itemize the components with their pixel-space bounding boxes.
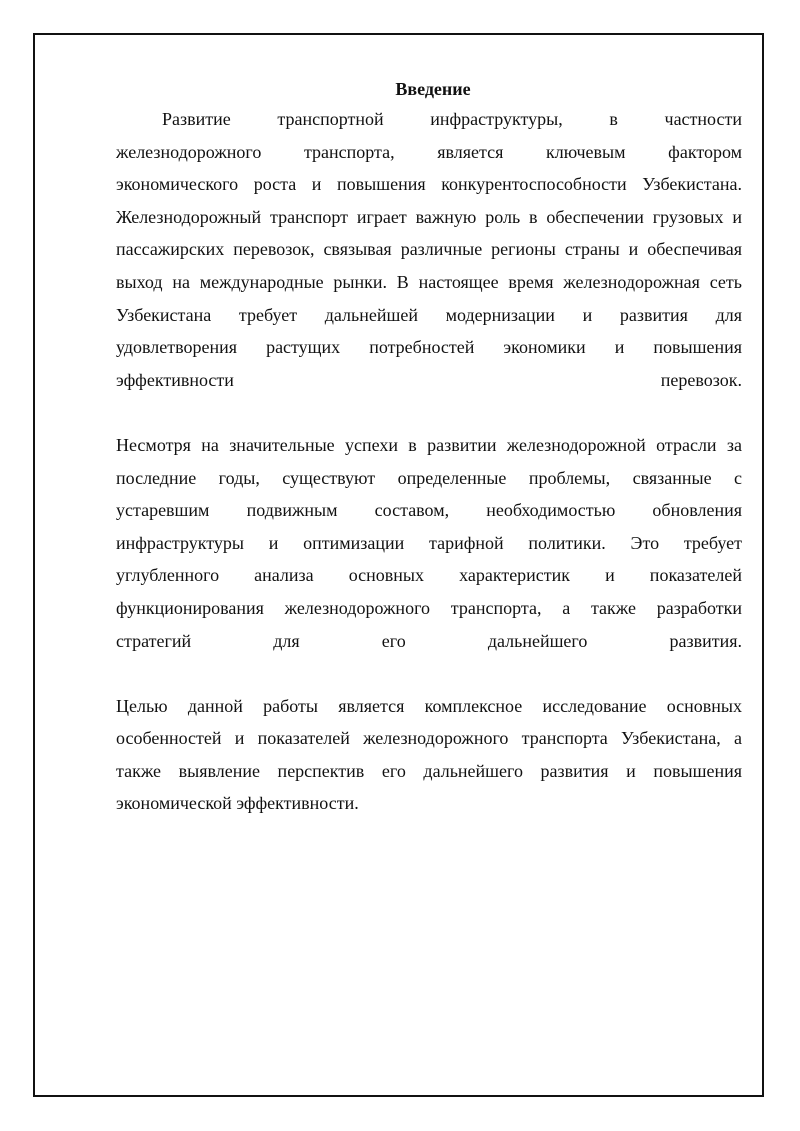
text-line: Железнодорожный транспорт играет важную роль в обеспечении грузовых и: [116, 206, 742, 227]
text-line: устаревшим подвижным составом, необходимостью обновления: [116, 500, 742, 521]
text-line: функционирования железнодорожного транспорта, а также разработки: [116, 597, 742, 618]
text-line: инфраструктуры и оптимизации тарифной политики. Это требует: [116, 532, 742, 553]
paragraph-problems: [116, 429, 742, 657]
text-line: экономического роста и повышения конкурентоспособности Узбекистана.: [116, 174, 742, 195]
text-line: пассажирских перевозок, связывая различные регионы страны и обеспечивая: [116, 239, 742, 260]
paragraph-goal: [116, 690, 742, 820]
text-line: Развитие транспортной инфраструктуры, в частности: [162, 109, 742, 129]
document-body: [116, 76, 742, 820]
text-line: железнодорожного транспорта, является ключевым фактором: [116, 141, 742, 162]
text-line: стратегий для его дальнейшего развития.: [116, 630, 742, 651]
text-line: особенностей и показателей железнодорожного транспорта Узбекистана, а: [116, 728, 742, 749]
paragraph-intro: [116, 103, 742, 396]
text-line: углубленного анализа основных характеристик и показателей: [116, 565, 742, 586]
paragraph-spacer: [116, 657, 742, 690]
text-line: Несмотря на значительные успехи в развитии железнодорожной отрасли за: [116, 434, 742, 455]
document-title: Введение: [395, 79, 471, 99]
text-line: выход на международные рынки. В настоящее время железнодорожная сеть: [116, 271, 742, 292]
text-line: Узбекистана требует дальнейшей модернизации и развития для: [116, 304, 742, 325]
text-line: удовлетворения растущих потребностей экономики и повышения: [116, 337, 742, 358]
text-line: Целью данной работы является комплексное исследование основных: [116, 695, 742, 716]
text-line: экономической эффективности.: [116, 793, 359, 814]
paragraph-spacer: [116, 396, 742, 429]
text-line: последние годы, существуют определенные проблемы, связанные с: [116, 467, 742, 488]
text-line: эффективности перевозок.: [116, 369, 742, 390]
text-line: также выявление перспектив его дальнейшего развития и повышения: [116, 760, 742, 781]
